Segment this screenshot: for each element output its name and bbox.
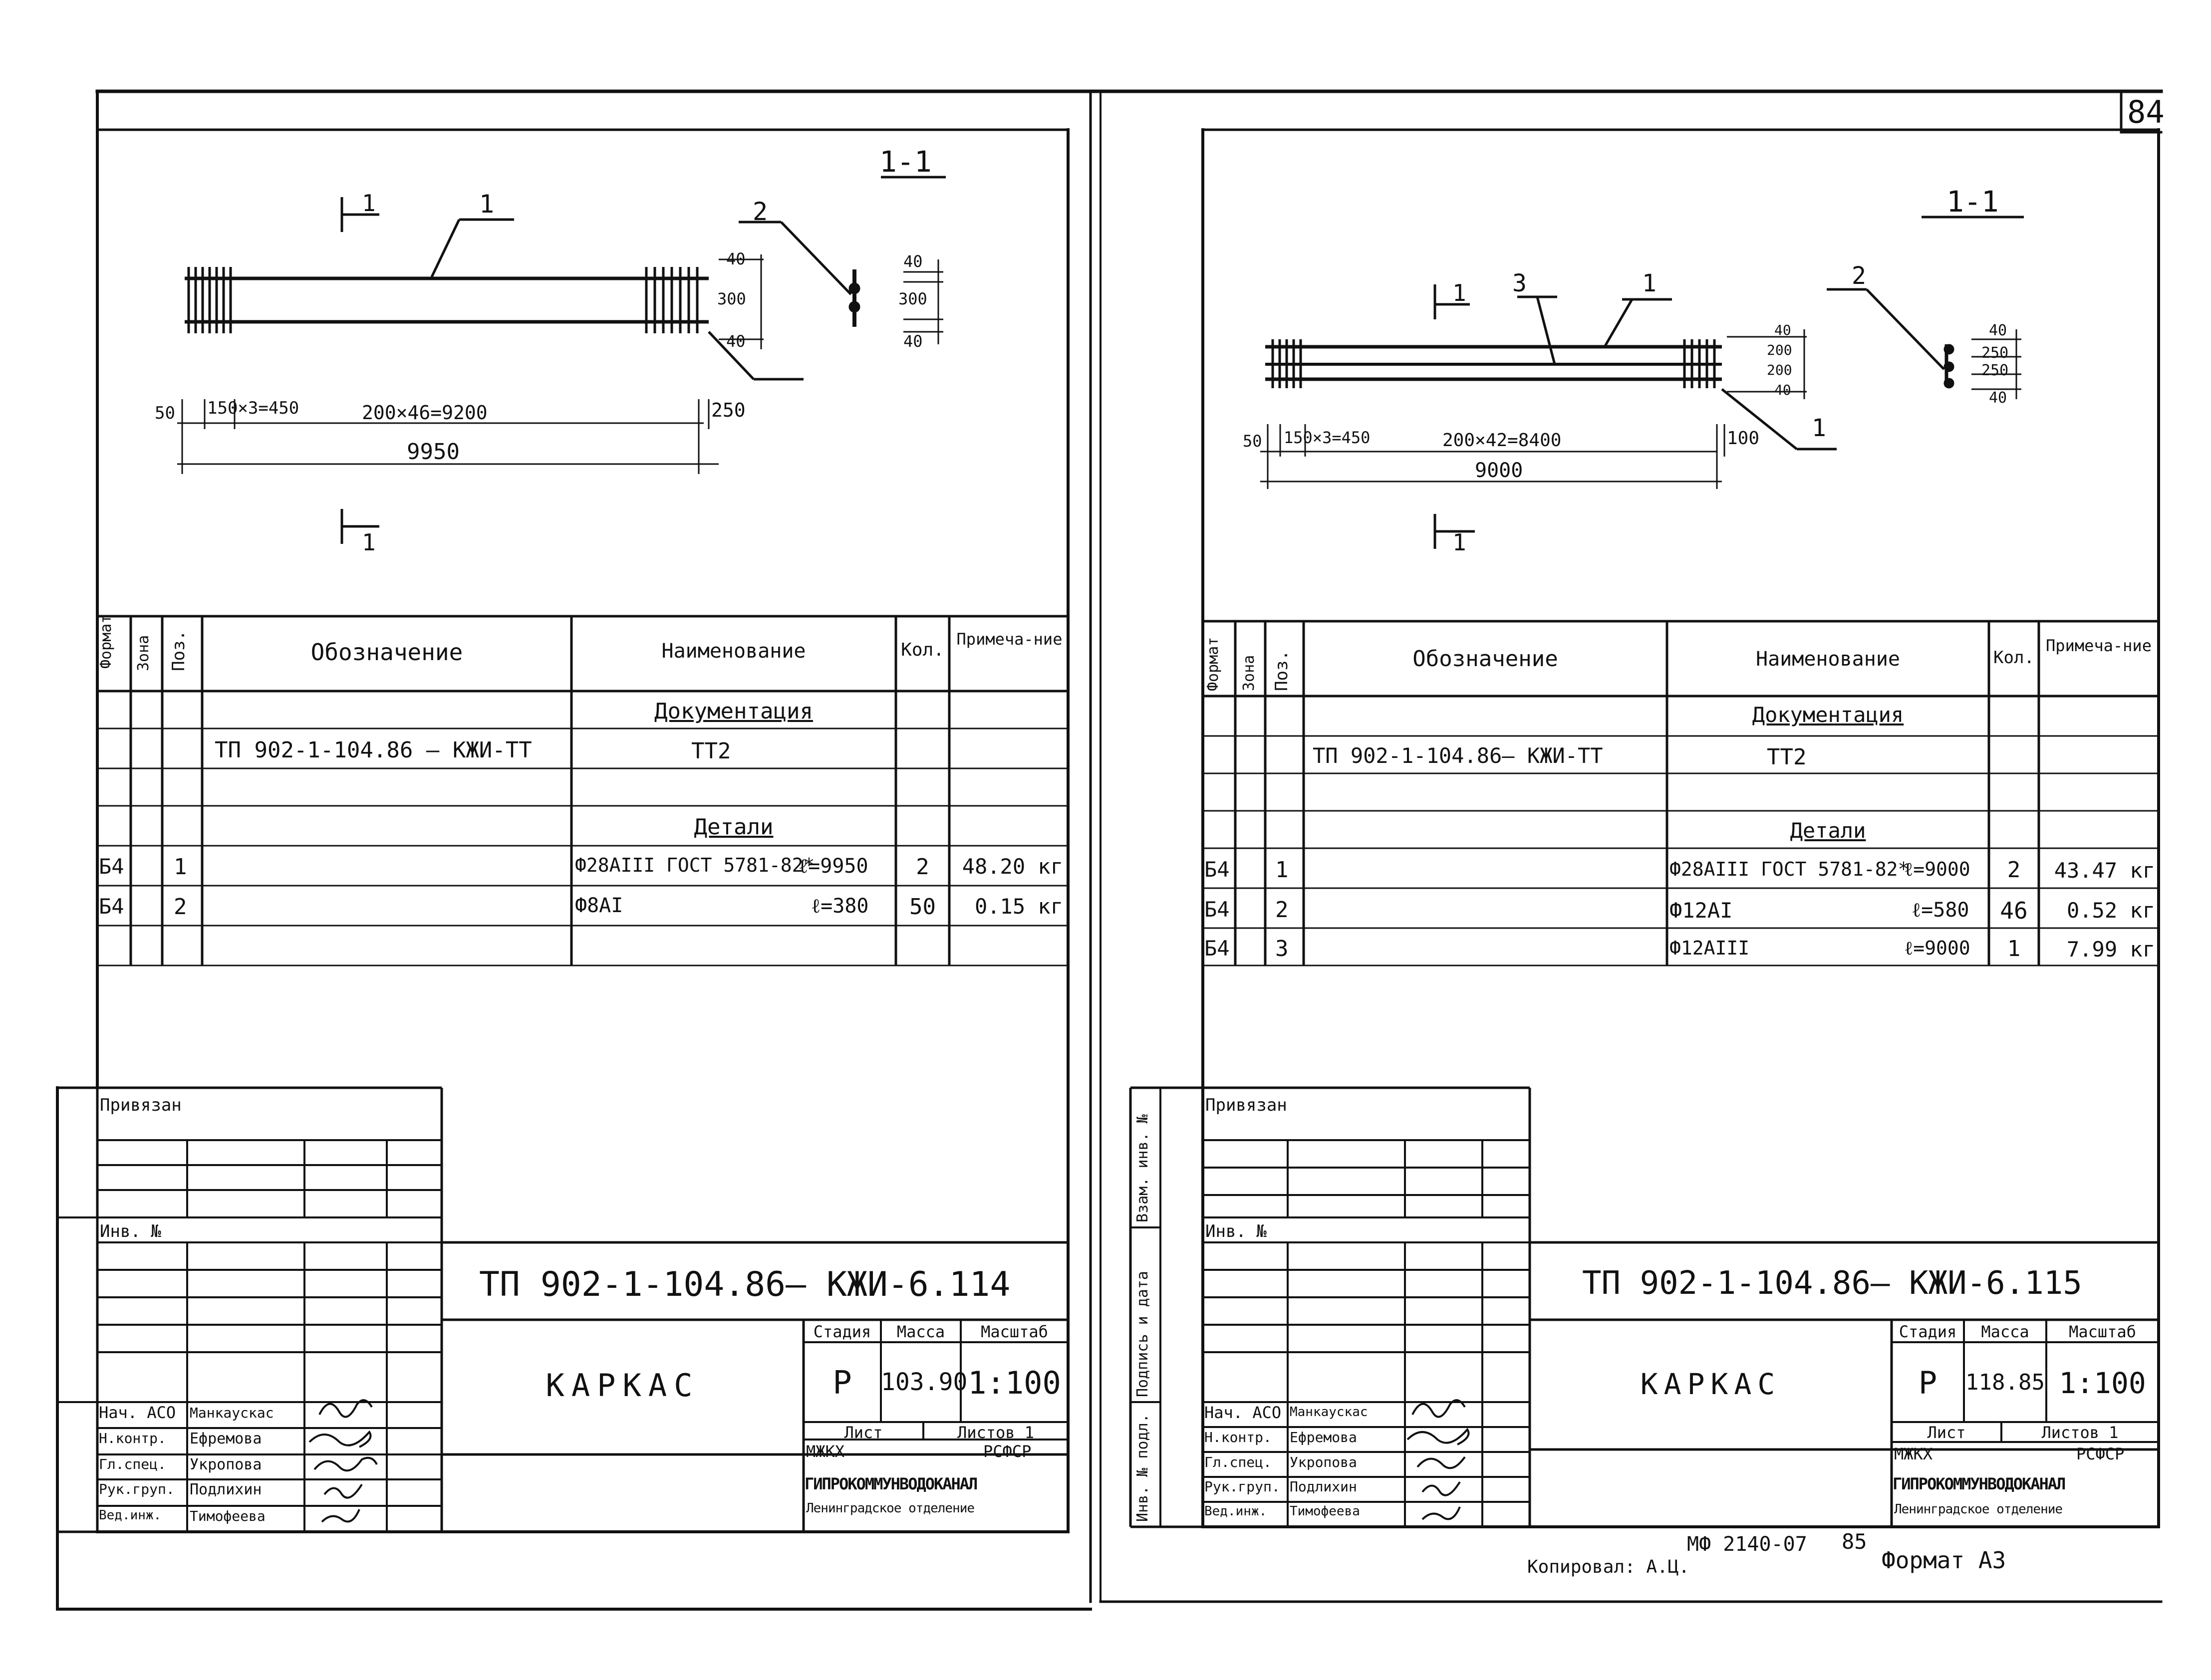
left-tb-sheets-label: Листов 1	[957, 1423, 1035, 1442]
right-tb-person-4: Подлихин	[1290, 1478, 1357, 1495]
right-row2-length: ℓ=580	[1912, 899, 1969, 922]
left-col-zone: Зона	[135, 635, 152, 671]
right-row1-format: Б4	[1204, 857, 1230, 882]
left-tb-role-3: Гл.спец.	[99, 1456, 166, 1472]
footer-order-page: 85	[1842, 1529, 1867, 1554]
left-tb-stage-label: Стадия	[813, 1322, 871, 1341]
right-row2-name: Ф12АI	[1669, 898, 1733, 923]
right-row3-format: Б4	[1204, 936, 1230, 960]
left-tb-stage-value: Р	[832, 1365, 852, 1402]
left-cut-mark-bottom: 1	[362, 529, 376, 556]
right-tb-person-2: Ефремова	[1290, 1429, 1357, 1445]
left-col-designation: Обозначение	[310, 639, 463, 666]
left-section-label: 1-1	[879, 145, 932, 179]
right-tb-ministry-left: МЖКХ	[1894, 1444, 1933, 1463]
right-pos-label-2: 2	[1852, 262, 1866, 290]
right-dim-step-group: 150×3=450	[1284, 428, 1371, 447]
left-section-dim-3: 40	[903, 332, 923, 351]
left-tb-person-2: Ефремова	[190, 1430, 262, 1447]
right-row1-length: ℓ=9000	[1904, 858, 1970, 880]
left-attached-label: Привязан	[100, 1095, 182, 1115]
right-tb-role-5: Вед.инж.	[1204, 1504, 1267, 1519]
left-col-note: Примеча-ние	[956, 630, 1063, 649]
right-tb-stage-value: Р	[1918, 1365, 1937, 1401]
left-parts-header: Детали	[694, 814, 774, 840]
right-cut-mark-top: 1	[1452, 279, 1466, 306]
right-row2-format: Б4	[1204, 897, 1230, 922]
right-col-zone: Зона	[1240, 655, 1258, 691]
left-tb-org: ГИПРОКОММУНВОДОКАНАЛ	[805, 1474, 977, 1493]
left-dim-height-top: 40	[726, 249, 746, 268]
right-section-dim-1: 40	[1989, 322, 2007, 339]
left-cut-mark-top: 1	[362, 190, 376, 217]
right-tb-person-3: Укропова	[1290, 1454, 1357, 1470]
left-doc-header: Документация	[654, 699, 813, 724]
right-row3-qty: 1	[2007, 936, 2021, 961]
right-dim-right-end: 100	[1727, 428, 1760, 449]
footer-format: Формат А3	[1882, 1547, 2006, 1574]
right-col-pos: Поз.	[1272, 650, 1292, 691]
left-doc-designation: ТП 902-1-104.86 – КЖИ-ТТ	[215, 737, 532, 763]
side-stamp-signature-date: Подпись и дата	[1134, 1271, 1151, 1397]
page-number: 84	[2127, 94, 2165, 130]
right-tb-person-5: Тимофеева	[1290, 1504, 1360, 1519]
right-row3-note: 7.99 кг	[2066, 937, 2155, 961]
right-pos-label-1: 1	[1642, 269, 1657, 297]
right-col-name: Наименование	[1756, 648, 1900, 671]
left-row2-length: ℓ=380	[811, 895, 869, 918]
left-dim-height-mid: 300	[717, 289, 746, 308]
right-tb-stage-label: Стадия	[1899, 1322, 1957, 1341]
left-dim-left-end: 50	[155, 403, 175, 423]
right-tb-mass-label: Масса	[1981, 1322, 2029, 1341]
right-tb-role-3: Гл.спец.	[1204, 1454, 1272, 1470]
left-tb-name: КАРКАС	[546, 1367, 700, 1404]
left-tb-role-1: Нач. АСО	[99, 1403, 176, 1422]
left-dim-right-end: 250	[711, 399, 746, 421]
left-row1-qty: 2	[916, 854, 929, 880]
left-row2-qty: 50	[909, 894, 936, 920]
right-dim-height-a: 200	[1767, 342, 1792, 358]
right-row3-name: Ф12АIII	[1669, 937, 1750, 959]
left-row1-length: ℓ=9950	[799, 855, 868, 878]
left-row2-name: Ф8АI	[575, 894, 623, 917]
right-tb-org: ГИПРОКОММУНВОДОКАНАЛ	[1893, 1474, 2065, 1493]
right-tb-ministry-right: РСФСР	[2076, 1444, 2125, 1463]
right-row2-note: 0.52 кг	[2066, 898, 2155, 923]
left-tb-mass-label: Масса	[896, 1322, 945, 1341]
left-row2-pos: 2	[174, 894, 187, 920]
left-section-dim-2: 300	[898, 289, 927, 308]
right-tb-role-2: Н.контр.	[1204, 1429, 1272, 1445]
footer-copied: Копировал: А.Ц.	[1527, 1557, 1690, 1577]
right-tb-role-4: Рук.груп.	[1204, 1478, 1280, 1495]
right-row3-length: ℓ=9000	[1904, 937, 1970, 959]
left-tb-scale-label: Масштаб	[981, 1322, 1048, 1341]
left-tb-person-3: Укропова	[190, 1456, 262, 1473]
right-dim-height-top: 40	[1774, 322, 1791, 338]
left-dim-height-bottom: 40	[726, 332, 746, 351]
left-col-pos: Поз.	[169, 630, 189, 671]
right-inv-label: Инв. №	[1205, 1221, 1267, 1241]
right-row3-pos: 3	[1275, 936, 1289, 961]
right-col-note: Примеча-ние	[2046, 636, 2152, 655]
right-row1-pos: 1	[1275, 857, 1289, 883]
left-row1-name: Ф28АIII ГОСТ 5781-82*	[575, 854, 815, 876]
left-row1-note: 48.20 кг	[962, 854, 1063, 879]
right-tb-sheets-label: Листов 1	[2041, 1423, 2119, 1442]
left-tb-code: ТП 902-1-104.86– КЖИ-6.114	[479, 1265, 1011, 1304]
left-tb-ministry-left: МЖКХ	[806, 1442, 845, 1461]
right-section-label: 1-1	[1946, 185, 1999, 219]
left-pos-label-1: 1	[479, 190, 495, 219]
right-tb-person-1: Манкаускас	[1290, 1405, 1368, 1420]
right-dim-height-b: 200	[1767, 362, 1792, 378]
right-dim-main: 200×42=8400	[1442, 430, 1562, 451]
right-tb-code: ТП 902-1-104.86– КЖИ-6.115	[1582, 1265, 2082, 1302]
left-row2-format: Б4	[99, 894, 124, 919]
left-col-format: Формат	[97, 614, 115, 669]
right-pos-label-1b: 1	[1812, 414, 1826, 442]
left-dim-total: 9950	[407, 439, 460, 465]
left-pos-label-2: 2	[753, 197, 768, 226]
left-dim-step-group: 150×3=450	[207, 398, 299, 418]
left-dim-main: 200×46=9200	[362, 402, 488, 424]
left-doc-name: ТТ2	[691, 738, 731, 764]
left-inv-label: Инв. №	[100, 1221, 161, 1241]
right-col-format: Формат	[1204, 637, 1222, 691]
right-tb-org-branch: Ленинградское отделение	[1894, 1502, 2063, 1517]
right-tb-role-1: Нач. АСО	[1204, 1403, 1282, 1422]
right-row1-note: 43.47 кг	[2054, 858, 2155, 883]
footer-order: МФ 2140-07	[1687, 1533, 1807, 1556]
left-row1-pos: 1	[174, 854, 187, 880]
left-row1-format: Б4	[99, 854, 124, 879]
left-tb-person-5: Тимофеева	[190, 1508, 266, 1524]
right-row1-name: Ф28АIII ГОСТ 5781-82*	[1669, 858, 1910, 880]
right-doc-header: Документация	[1752, 703, 1904, 727]
right-attached-label: Привязан	[1205, 1095, 1287, 1115]
right-cut-mark-bottom: 1	[1452, 529, 1466, 556]
left-tb-scale-value: 1:100	[968, 1365, 1061, 1401]
right-tb-scale-value: 1:100	[2059, 1366, 2146, 1400]
right-parts-header: Детали	[1790, 818, 1866, 843]
left-tb-role-5: Вед.инж.	[99, 1508, 162, 1523]
left-tb-ministry-right: РСФСР	[983, 1442, 1032, 1461]
right-row1-qty: 2	[2007, 857, 2021, 883]
right-tb-name: КАРКАС	[1640, 1367, 1781, 1401]
side-stamp-replaced-inv: Взам. инв. №	[1134, 1114, 1151, 1222]
left-col-qty: Кол.	[901, 640, 944, 660]
right-doc-designation: ТП 902-1-104.86– КЖИ-ТТ	[1313, 743, 1603, 768]
left-tb-sheet-label: Лист	[844, 1423, 883, 1442]
right-section-dim-2: 250	[1981, 344, 2009, 362]
right-row2-pos: 2	[1275, 897, 1289, 923]
right-tb-sheet-label: Лист	[1927, 1423, 1966, 1442]
left-col-name: Наименование	[661, 640, 806, 663]
left-tb-role-4: Рук.груп.	[99, 1481, 175, 1497]
left-tb-mass-value: 103.90	[881, 1368, 968, 1396]
left-section-dim-1: 40	[903, 252, 923, 271]
right-tb-mass-value: 118.85	[1965, 1370, 2045, 1395]
right-dim-total: 9000	[1475, 459, 1523, 482]
left-tb-role-2: Н.контр.	[99, 1430, 166, 1446]
right-section-dim-3: 250	[1981, 362, 2009, 379]
left-tb-person-4: Подлихин	[190, 1481, 262, 1498]
right-dim-height-bottom: 40	[1774, 382, 1791, 398]
left-tb-org-branch: Ленинградское отделение	[806, 1501, 975, 1516]
left-tb-person-1: Манкаускас	[190, 1405, 274, 1421]
side-stamp-original-inv: Инв. № подл.	[1134, 1414, 1151, 1522]
right-dim-left-end: 50	[1243, 432, 1262, 451]
right-row2-qty: 46	[2000, 897, 2028, 924]
right-col-qty: Кол.	[1993, 648, 2034, 668]
right-section-dim-4: 40	[1989, 389, 2007, 407]
left-row2-note: 0.15 кг	[974, 894, 1063, 919]
right-pos-label-3: 3	[1512, 269, 1527, 297]
right-tb-scale-label: Масштаб	[2069, 1322, 2136, 1341]
right-col-designation: Обозначение	[1412, 646, 1558, 672]
right-doc-name: ТТ2	[1767, 744, 1807, 770]
